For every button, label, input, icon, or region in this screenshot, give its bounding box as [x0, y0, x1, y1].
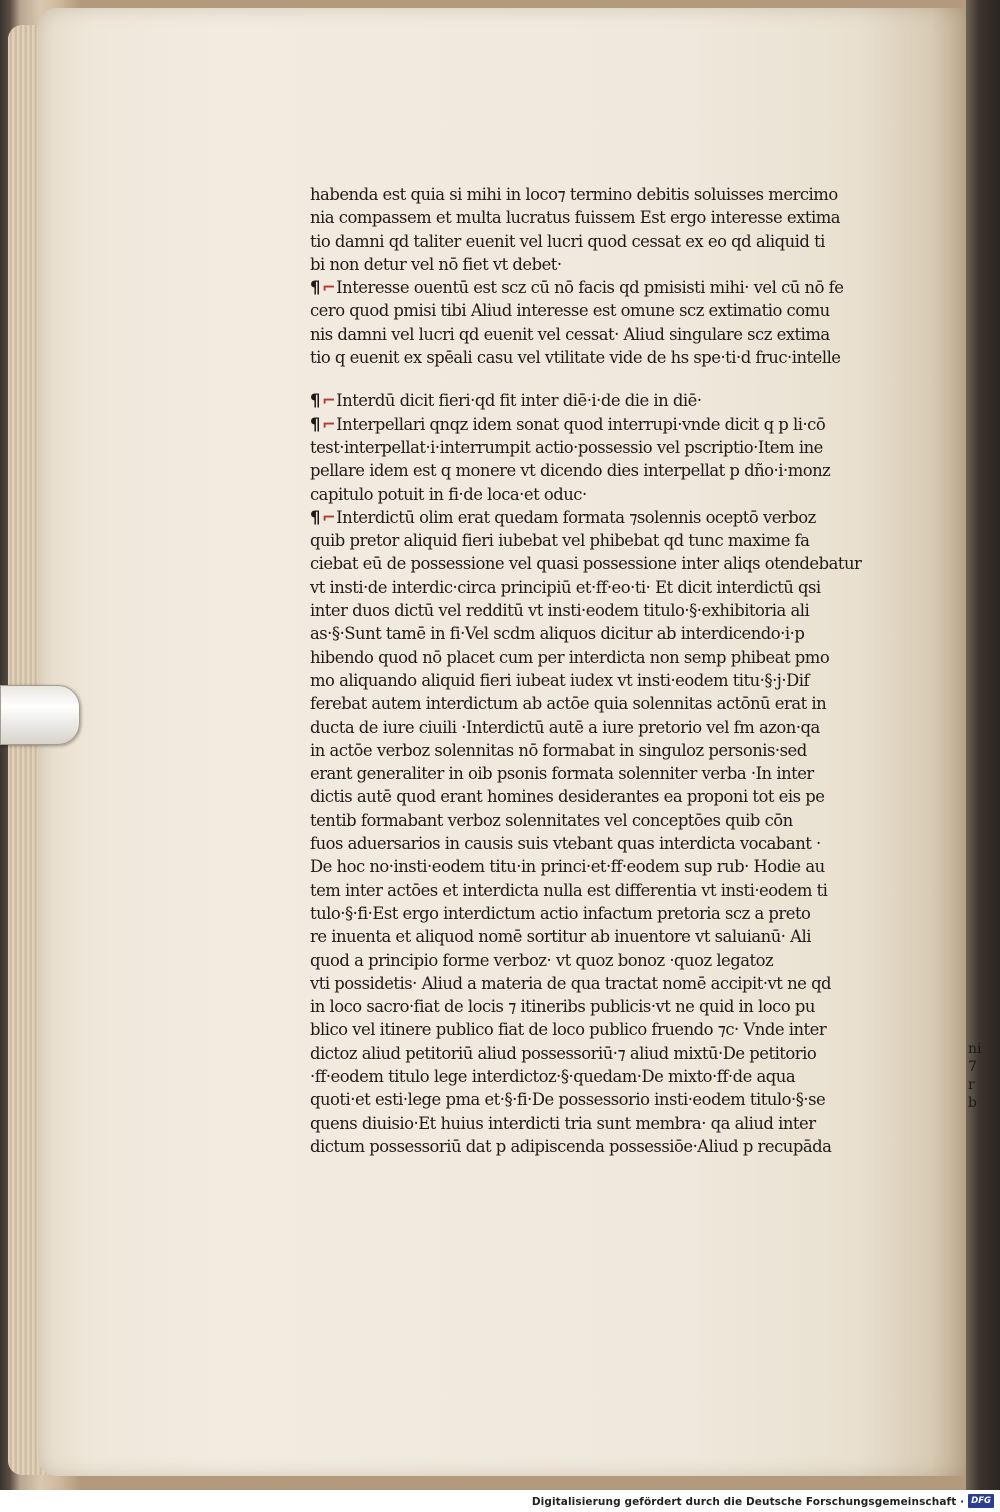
text-line: hibendo quod nō placet cum per interdicta non semp phibeat pmo — [310, 647, 830, 667]
text-line: erant generaliter in oib psonis formata solenniter verba ·In inter — [310, 764, 814, 784]
text-line: dictum possessoriū dat p adipiscenda possessiōe·Aliud p recupāda — [310, 1136, 832, 1156]
text-line: cero quod pmisi tibi Aliud interesse est omune scz extimatio comu — [310, 301, 830, 321]
text-line: in actōe verboz solennitas nō formabat in singuloz personis·sed — [310, 740, 807, 760]
text-line: quib pretor aliquid fieri iubebat vel phibebat qd tunc maxime fa — [310, 531, 810, 551]
text-line: blico vel itinere publico fiat de loco publico fruendo ⁊c· Vnde inter — [310, 1020, 827, 1040]
text-line: mo aliquando aliquid fieri iubeat iudex vt insti·eodem titu·§·j·Dif — [310, 670, 810, 690]
text-line: inter duos dictū vel redditū vt insti·eodem titulo·§·exhibitoria ali — [310, 601, 810, 621]
text-line: nia compassem et multa lucratus fuissem Est ergo interesse extima — [310, 208, 841, 228]
text-line: quens diuisio·Et huius interdicti tria sunt membra· qa aliud inter — [310, 1113, 816, 1133]
binding-fragment: r — [968, 1077, 975, 1093]
rubric-mark-icon: ⌐ — [321, 278, 336, 298]
rubric-mark-icon: ⌐ — [321, 507, 336, 527]
text-line: re inuenta et aliquod nomē sortitur ab inuentore vt saluianū· Ali — [310, 927, 811, 947]
text-line: tulo·§·fi·Est ergo interdictum actio infactum pretoria scz a preto — [310, 903, 811, 923]
text-line: test·interpellat·i·interrumpit actio·possessio vel pscriptio·Item ine — [310, 437, 823, 457]
footer-credit: Digitalisierung gefördert durch die Deutsche Forschungsgemeinschaft · — [531, 1496, 965, 1508]
text-line: tio damni qd taliter euenit vel lucri quod cessat ex eo qd aliquid ti — [310, 231, 825, 251]
text-line: nis damni vel lucri qd euenit vel cessat· Aliud singulare scz extima — [310, 324, 830, 344]
binding-fragment: 7 — [968, 1059, 977, 1075]
text-line: vti possidetis· Aliud a materia de qua tractat nomē accipit·vt ne qd — [310, 973, 832, 993]
pilcrow-icon: ¶ — [310, 391, 320, 411]
text-line: bi non detur vel nō fiet vt debet· — [310, 254, 562, 274]
entry-text: Interesse ouentū est scz cū nō facis qd pmisisti mihi· vel cū nō fe — [336, 278, 844, 298]
text-line: tem inter actōes et interdicta nulla est differentia vt insti·eodem ti — [310, 880, 828, 900]
binding-text-fragments — [968, 1040, 998, 1180]
entry-text: Interdū dicit fieri·qd fit inter diē·i·de die in diē· — [336, 391, 702, 411]
text-line: as·§·Sunt tamē in fi·Vel scdm aliquos dicitur ab interdicendo·i·p — [310, 624, 805, 644]
text-line: pellare idem est q monere vt dicendo dies interpellat p dño·i·monz — [310, 461, 831, 481]
pilcrow-icon: ¶ — [310, 414, 320, 434]
text-line-entry — [310, 506, 910, 529]
text-line: habenda est quia si mihi in loco⁊ termino debitis soluisses mercimo — [310, 185, 838, 204]
binding-fragment: b — [968, 1095, 977, 1111]
text-line: dictoz aliud petitoriū aliud possessoriū·⁊ aliud mixtū·De petitorio — [310, 1043, 817, 1063]
incunabula-text-block — [310, 183, 910, 1158]
digitization-footer — [0, 1490, 1000, 1510]
text-line: capitulo potuit in fi·de loca·et oduc· — [310, 484, 587, 504]
text-line: ferebat autem interdictum ab actōe quia solennitas actōnū erat in — [310, 694, 827, 714]
text-line: fuos aduersarios in causis suis vtebant quas interdicta vocabant · — [310, 834, 821, 854]
text-line: quod a principio forme verboz· vt quoz bonoz ·quoz legatoz — [310, 950, 774, 970]
text-line: dictis autē quod erant homines desiderantes ea proponi tot eis pe — [310, 787, 825, 807]
paragraph-gap — [310, 369, 910, 389]
text-line: quoti·et esti·lege pma et·§·fi·De possessorio insti·eodem titulo·§·se — [310, 1090, 826, 1110]
book-binding — [966, 0, 1000, 1490]
page-marker-tab — [0, 685, 80, 745]
text-line: vt insti·de interdic·circa principiū et·ff·eo·ti· Et dicit interdictū qsi — [310, 577, 821, 597]
text-line-entry — [310, 413, 910, 436]
pilcrow-icon: ¶ — [310, 507, 320, 527]
rubric-mark-icon: ⌐ — [321, 414, 336, 434]
text-line: De hoc no·insti·eodem titu·in princi·et·ff·eodem sup rub· Hodie au — [310, 857, 825, 877]
pilcrow-icon: ¶ — [310, 278, 320, 298]
text-line: ciebat eū de possessione vel quasi possessione inter aliqs otendebatur — [310, 554, 862, 574]
text-line-entry — [310, 389, 910, 412]
text-line: tentib formabant verboz solennitates vel conceptōes quib cōn — [310, 810, 793, 830]
text-line: in loco sacro·fiat de locis ⁊ itineribs publicis·vt ne quid in loco pu — [310, 997, 815, 1017]
text-line-entry — [310, 276, 910, 299]
entry-text: Interdictū olim erat quedam formata ⁊solennis oceptō verboz — [336, 507, 816, 527]
rubric-mark-icon: ⌐ — [321, 391, 336, 411]
text-line: ·ff·eodem titulo lege interdictoz·§·quedam·De mixto·ff·de aqua — [310, 1066, 796, 1086]
dfg-logo: DFG — [968, 1494, 994, 1508]
entry-text: Interpellari qnqz idem sonat quod interrupi·vnde dicit q p li·cō — [336, 414, 826, 434]
binding-fragment: ni — [968, 1041, 982, 1057]
text-line: tio q euenit ex spēali casu vel vtilitate vide de hs spe·ti·d fruc·intelle — [310, 348, 841, 368]
text-line: ducta de iure ciuili ·Interdictū autē a iure pretorio vel fm azon·qa — [310, 717, 820, 737]
